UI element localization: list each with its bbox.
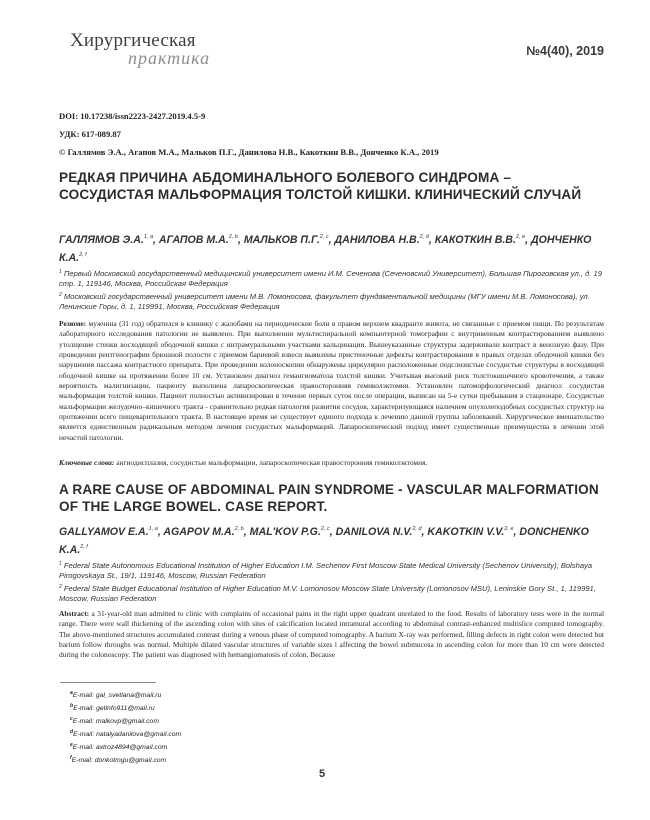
author-name: AGAPOV M.A. — [163, 526, 235, 538]
author-name: ДАНИЛОВА Н.В. — [334, 234, 420, 246]
email-address: E-mail: donkotmgu@gmail.com — [71, 757, 167, 764]
affiliation-number: 2 — [59, 584, 62, 590]
journal-logo — [70, 30, 240, 80]
author-separator: , — [328, 234, 335, 246]
en-abstract — [59, 609, 604, 661]
email-footnote — [70, 727, 181, 740]
author-affiliation-marker: 2, c — [320, 526, 330, 532]
author-affiliation-marker: 2, b — [234, 526, 244, 532]
ru-author — [244, 234, 335, 246]
ru-affiliations — [59, 267, 604, 313]
ru-affiliation — [59, 290, 604, 312]
affiliation-text: Московский государственный университет имени М.В. Ломоносова, факультет фундаментальной медицины (МГУ имени М.В. Ломоносова), ул. Ленинские Горы, д. 1, 119991, Москва, Российская Федерация — [59, 292, 590, 311]
ru-abstract — [59, 319, 604, 443]
author-name: KAKOTKIN V.V. — [427, 526, 505, 538]
affiliation-text: Federal State Budget Educational Institution of Higher Education M.V. Lomonosov Moscow State University (Lomonosov MSU), Leninskie Gory St., 1, 119991, Moscow, Russian Federation — [59, 584, 596, 603]
email-marker: a — [70, 690, 73, 696]
udk: УДК: 617-089.87 — [59, 129, 121, 139]
email-footnote — [70, 701, 181, 714]
en-title: A RARE CAUSE OF ABDOMINAL PAIN SYNDROME - VASCULAR MALFORMATION OF THE LARGE BOWEL. CASE REPORT. — [59, 482, 599, 514]
ru-author — [159, 234, 244, 246]
ru-title: РЕДКАЯ ПРИЧИНА АБДОМИНАЛЬНОГО БОЛЕВОГО СИНДРОМА – СОСУДИСТАЯ МАЛЬФОРМАЦИЯ ТОЛСТОЙ КИШКИ. КЛИНИЧЕСКИЙ СЛУЧАЙ — [59, 170, 582, 202]
affiliation-number: 1 — [59, 561, 62, 567]
affiliation-text: Первый Московский государственный медицинский университет имени И.М. Сеченова (Сеченовский Университет), Большая Пироговская ул., д. 19 стр. 1, 119146, Москва, Российская Федерация — [59, 269, 602, 288]
en-author — [336, 526, 428, 538]
journal-name-top: Хирургическая — [70, 30, 196, 51]
ru-author — [435, 234, 531, 246]
copyright: © Галлямов Э.А., Агапов М.А., Мальков П.Г., Данилова Н.В., Какоткин В.В., Донченко К.А., 2019 — [59, 147, 439, 157]
author-separator: , — [237, 234, 244, 246]
en-abstract-label: Abstract: — [59, 609, 90, 618]
author-affiliation-marker: 2, d — [412, 526, 422, 532]
en-author — [59, 526, 163, 538]
ru-authors — [59, 230, 604, 266]
email-address: E-mail: gal_svetlana@mail.ru — [72, 692, 162, 699]
en-authors — [59, 522, 604, 558]
author-affiliation-marker: 1, a — [148, 526, 158, 532]
author-affiliation-marker: 2, e — [504, 526, 514, 532]
ru-author — [59, 234, 159, 246]
author-name: DANILOVA N.V. — [335, 526, 413, 538]
author-affiliation-marker: 2, f — [79, 252, 87, 258]
email-address: E-mail: getinfo911@mail.ru — [73, 705, 155, 712]
author-separator: , — [243, 526, 250, 538]
author-separator: , — [153, 234, 159, 246]
email-footnote — [70, 753, 181, 766]
author-separator: , — [525, 234, 531, 246]
page-number: 5 — [319, 768, 326, 780]
author-separator: , — [421, 526, 428, 538]
ru-abstract-label: Резюме: — [59, 319, 87, 328]
author-separator: , — [157, 526, 164, 538]
email-address: E-mail: natalyadanilova@gmail.com — [73, 731, 182, 738]
author-separator: , — [513, 526, 520, 538]
en-affiliation — [59, 582, 604, 604]
author-affiliation-marker: 2, e — [515, 234, 526, 240]
email-address: E-mail: axtroz4894@gmail.com — [72, 744, 168, 751]
author-name: GALLYAMOV E.A. — [59, 526, 149, 538]
author-affiliation-marker: 2, b — [228, 234, 238, 240]
email-marker: b — [70, 703, 74, 709]
journal-name-bottom: практика — [128, 48, 211, 68]
author-name: МАЛЬКОВ П.Г. — [243, 234, 320, 246]
author-emails — [70, 688, 181, 766]
en-affiliation — [59, 559, 604, 581]
author-separator: , — [329, 526, 336, 538]
author-affiliation-marker: 1, a — [143, 234, 154, 240]
author-name: ГАЛЛЯМОВ Э.А. — [59, 234, 144, 246]
en-author — [427, 526, 519, 538]
author-name: DONCHENKO K.A. — [59, 526, 589, 556]
issue-number: №4(40), 2019 — [526, 44, 604, 58]
ru-keywords-label: Ключевые слова: — [59, 458, 115, 467]
ru-abstract-text: мужчина (31 год) обратился в клинику с жалобами на периодические боли в правом верхнем квадранте живота, не связанные с приемом пищи. По результатам лабораторного исследования патологии не выявлено. При выполнении мультиспиральной компьютерной томографии с внутривенным контрастированием выявлено утолщение стенки восходящей ободочной кишки с интрамуральными участками кальцинации. Вышеуказанные структуры задерживали контраст в венозную фазу. При проведении рентгенографии брюшной полости с приемом бариевой взвеси выявлены пристеночные дефекты контрастирования в правых отделах ободочной кишки без нарушения пассажа контрастного препарата. При проведении колоноскопии обнаружены циркулярно расположенные подслизистые сосудистые структуры в восходящей ободочной кишке на протяжении более 10 см. Установлен диагноз гемангиоматоза толстой кишки. Учитывая высокий риск толстокишечного кровотечения, а также вероятность малигнизации, пациенту выполнена лапароскопическая правосторонняя гемиколэктомия. Установлен патоморфологический диагноз: сосудистая мальформация толстой кишки. Пациент полностью активизирован в течение первых суток после операции, выписан на 5-е сутки пребывания в стационаре. Сосудистые мальформации желудочно–кишечного тракта - сравнительно редкая патология развития сосудов, характеризующаяся наличием опухолеподобных сосудистых структур на протяжении всего пищеварительного тракта. В настоящее время не существует единого подхода к лечению данной группы заболеваний. Хирургическое вмешательство является единственным радикальным методом лечения сосудистых мальформаций. Лапароскопический подход имеет существенные преимущества в лечении этой нечастой патологии. — [59, 319, 605, 442]
author-separator: , — [428, 234, 435, 246]
author-name: ДОНЧЕНКО К.А. — [59, 234, 592, 264]
affiliation-number: 1 — [59, 269, 62, 275]
en-affiliations — [59, 559, 604, 605]
author-name: АГАПОВ М.А. — [158, 234, 229, 246]
ru-author — [335, 234, 435, 246]
ru-affiliation — [59, 267, 604, 289]
author-affiliation-marker: 2, c — [319, 234, 329, 240]
ru-keywords — [59, 458, 604, 467]
email-marker: d — [70, 729, 74, 735]
ru-keywords-text: ангиодисплазия, сосудистые мальформации, лапароскопическая правосторонняя гемиколэктомия. — [116, 458, 428, 467]
email-footnote — [70, 740, 181, 753]
affiliation-text: Federal State Autonomous Educational Institution of Higher Education I.M. Sechenov First Moscow State Medical University (Sechenov University); Bolshaya Pirogovskaya St., 19/1, 119146, Moscow, Russian Federation — [59, 561, 593, 580]
email-footnote — [70, 714, 181, 727]
email-marker: f — [70, 755, 72, 761]
doi: DOI: 10.17238/issn2223-2427.2019.4.5-9 — [59, 111, 206, 121]
email-marker: e — [70, 742, 73, 748]
email-marker: c — [70, 716, 73, 722]
author-name: КАКОТКИН В.В. — [434, 234, 516, 246]
author-name: MAL'KOV P.G. — [249, 526, 321, 538]
author-affiliation-marker: 2, d — [419, 234, 429, 240]
footnote-divider — [60, 682, 156, 683]
en-author — [163, 526, 249, 538]
email-address: E-mail: malkovp@gmail.com — [72, 718, 159, 725]
en-abstract-text: a 31-year-old man admitted to clinic with complains of occasional pains in the right upper quadrant unrelated to the food. Results of laboratory tests were in the normal range. There were wall thickening of the ascending colon with sites of calcification located intramural according to abdominal contrast-enhanced multislice computed tomography. The above-mentioned structures accumulated contrast during a venous phase of computed tomography. A barium X-ray was performed, filling defects in right colon were detected but barium follow throughs was normal. Multiple dilated vascular structures of variable sizes l affecting the bowel submucosa in ascending colon for more than 10 cm were detected during the colonoscopy. The patient was diagnosed with hemangiomatosis of colon. Because — [59, 609, 605, 660]
en-author — [250, 526, 336, 538]
author-affiliation-marker: 2, f — [80, 544, 88, 550]
affiliation-number: 2 — [59, 292, 62, 298]
email-footnote — [70, 688, 181, 701]
